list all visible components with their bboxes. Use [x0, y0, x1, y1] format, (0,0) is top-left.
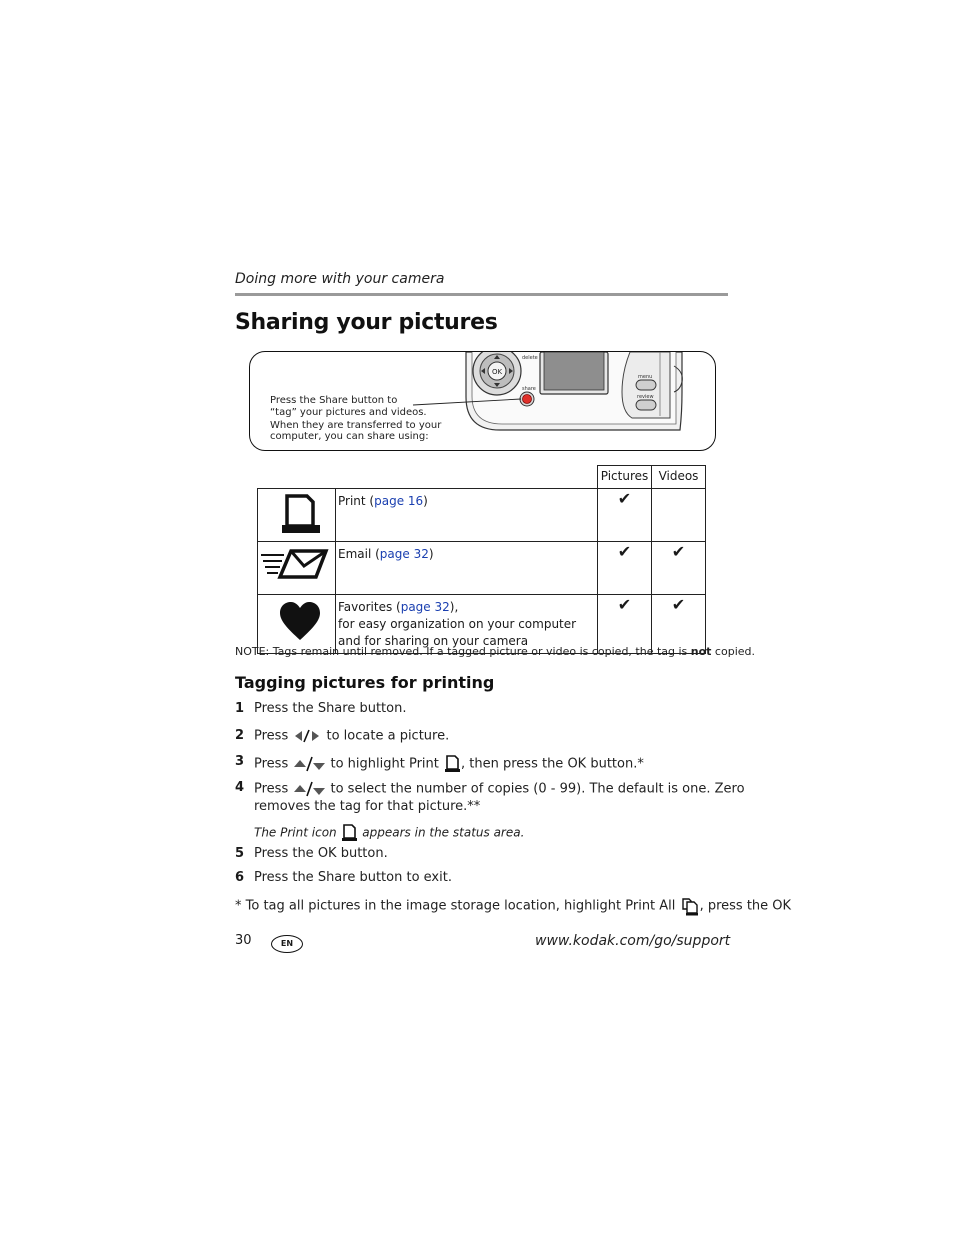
check-email-pictures: ✔: [598, 542, 652, 595]
table-row: [258, 542, 706, 595]
support-url[interactable]: www.kodak.com/go/support: [535, 933, 731, 949]
step-text-continued: removes the tag for that picture.**: [254, 799, 481, 814]
option-label: Email (: [338, 547, 380, 561]
check-favorites-pictures: ✔: [598, 595, 652, 654]
callout-line: computer, you can share using:: [270, 431, 429, 442]
share-callout: [249, 351, 716, 451]
heart-icon: [258, 595, 335, 650]
option-label-suffix: ): [423, 494, 428, 508]
print-all-icon: [680, 896, 700, 916]
callout-line: When they are transferred to your: [270, 420, 442, 431]
footnote: [235, 896, 791, 916]
option-print: [336, 489, 598, 542]
page-number: 30: [235, 933, 252, 948]
step-text-part: to select the number of copies (0 - 99). The default is one. Zero: [330, 781, 745, 797]
callout-line: “tag” your pictures and videos.: [270, 407, 427, 418]
step-text-part: Press: [254, 756, 289, 772]
step-text-part: Press: [254, 781, 289, 797]
step-text-part: , then press the OK button.*: [461, 756, 644, 772]
option-label-suffix: ),: [449, 600, 459, 614]
share-label: share: [522, 386, 536, 392]
step-text-part: Press: [254, 728, 289, 744]
option-label: Print (: [338, 494, 375, 508]
left-right-arrow-icon: [292, 728, 322, 744]
page-32-link[interactable]: page 32: [400, 600, 450, 614]
menu-label: menu: [638, 374, 653, 380]
step-number: 6: [235, 870, 245, 885]
step-number: 1: [235, 701, 245, 716]
status-area-note: [254, 823, 524, 843]
print-icon: [443, 754, 461, 774]
section-subtitle: Tagging pictures for printing: [235, 673, 495, 692]
step-text: [254, 728, 449, 744]
email-icon: [258, 542, 335, 591]
step-text: Press the Share button to exit.: [254, 870, 452, 885]
step-text: Press the OK button.: [254, 846, 388, 861]
note-text: NOTE: Tags remain until removed. If a tagged picture or video is copied, the tag is: [235, 645, 691, 658]
check-print-pictures: ✔: [598, 489, 652, 542]
footnote-text: * To tag all pictures in the image storage location, highlight Print All: [235, 898, 676, 914]
share-options-table: [257, 465, 706, 654]
step-text: Press the Share button.: [254, 701, 407, 716]
header-rule: [235, 293, 728, 296]
step-text: [254, 754, 644, 774]
page-16-link[interactable]: page 16: [374, 494, 424, 508]
step-number: 3: [235, 754, 245, 769]
print-icon: [258, 489, 335, 538]
note-text-end: copied.: [711, 645, 755, 658]
note-text: appears in the status area.: [362, 825, 525, 840]
column-header-videos: Videos: [652, 466, 706, 489]
running-head: Doing more with your camera: [235, 271, 445, 287]
language-badge: EN: [271, 935, 303, 953]
option-label: Favorites (: [338, 600, 401, 614]
up-down-arrow-icon: [292, 755, 326, 773]
step-number: 2: [235, 728, 245, 743]
table-row: [258, 489, 706, 542]
review-label: review: [637, 394, 654, 400]
delete-label: delete: [522, 355, 538, 361]
tag-note: [235, 645, 755, 658]
option-label-suffix: ): [428, 547, 434, 561]
step-text-part: to highlight Print: [330, 756, 439, 772]
note-emphasis: not: [690, 645, 712, 658]
step-text: [254, 780, 745, 798]
check-favorites-videos: ✔: [652, 595, 706, 654]
option-description: for easy organization on your computer and for sharing on your camera: [338, 617, 577, 648]
step-number: 5: [235, 846, 245, 861]
check-print-videos: [652, 489, 706, 542]
step-number: 4: [235, 780, 245, 795]
column-header-pictures: Pictures: [598, 466, 652, 489]
ok-label: OK: [492, 368, 503, 376]
page-title: Sharing your pictures: [235, 310, 498, 335]
check-email-videos: ✔: [652, 542, 706, 595]
page-32-link[interactable]: page 32: [379, 547, 429, 561]
option-email: [336, 542, 598, 595]
callout-line: Press the Share button to: [270, 395, 398, 406]
step-text-part: to locate a picture.: [326, 728, 450, 744]
note-text: The Print icon: [254, 825, 337, 840]
footnote-text: , press the OK: [699, 898, 792, 914]
up-down-arrow-icon: [292, 780, 326, 798]
print-icon: [340, 823, 358, 843]
